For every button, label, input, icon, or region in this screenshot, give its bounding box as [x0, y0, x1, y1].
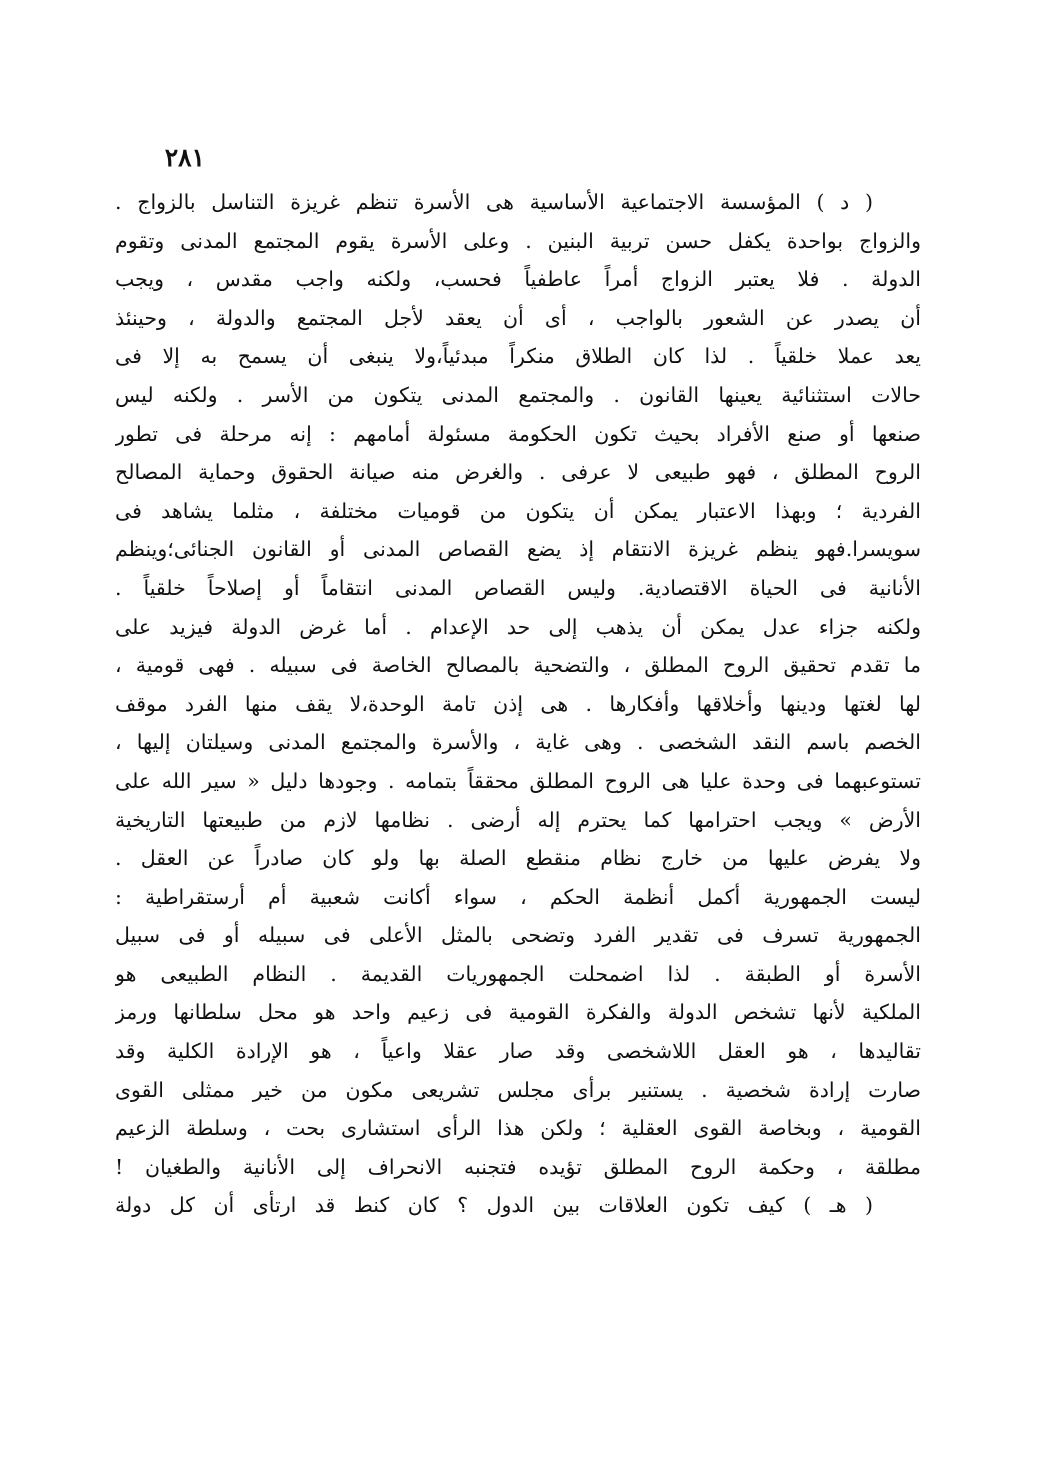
text-line: الدولة . فلا يعتبر الزواج أمراً عاطفياً فحسب، ولكنه واجب مقدس ، ويجب [115, 267, 921, 292]
text-line: الأسرة أو الطبقة . لذا اضمحلت الجمهوريات القديمة . النظام الطبيعى هو [115, 961, 921, 986]
text-line: ما تقدم تحقيق الروح المطلق ، والتضحية بالمصالح الخاصة فى سبيله . فهى قومية ، [115, 653, 921, 678]
text-line: الفردية ؛ وبهذا الاعتبار يمكن أن يتكون من قوميات مختلفة ، مثلما يشاهد فى [115, 498, 921, 523]
text-line: صارت إرادة شخصية . يستنير برأى مجلس تشريعى مكون من خير ممثلى القوى [115, 1077, 921, 1102]
text-line: يعد عملا خلقياً . لذا كان الطلاق منكراً مبدئياً،ولا ينبغى أن يسمح به إلا فى [115, 344, 921, 369]
text-line: الملكية لأنها تشخص الدولة والفكرة القومية فى زعيم واحد هو محل سلطانها ورمز [115, 1000, 921, 1025]
text-line: الأنانية فى الحياة الاقتصادية. وليس القصاص المدنى انتقاماً أو إصلاحاً خلقياً . [115, 575, 921, 600]
text-line: ولا يفرض عليها من خارج نظام منقطع الصلة بها ولو كان صادراً عن العقل . [115, 846, 921, 871]
text-line: الأرض » ويجب احترامها كما يحترم إله أرضى . نظامها لازم من طبيعتها التاريخية [115, 807, 921, 832]
text-line: والزواج بواحدة يكفل حسن تربية البنين . وعلى الأسرة يقوم المجتمع المدنى وتقوم [115, 228, 921, 253]
text-line: ( د ) المؤسسة الاجتماعية الأساسية هى الأسرة تنظم غريزة التناسل بالزواج . [115, 190, 873, 214]
text-line: ( هـ ) كيف تكون العلاقات بين الدول ؟ كان كنط قد ارتأى أن كل دولة [115, 1193, 873, 1218]
text-line: تستوعبهما فى وحدة عليا هى الروح المطلق محققاً بتمامه . وجودها دليل « سير الله على [115, 768, 921, 793]
text-line: حالات استثنائية يعينها القانون . والمجتمع المدنى يتكون من الأسر . ولكنه ليس [115, 382, 921, 407]
text-line: الروح المطلق ، فهو طبيعى لا عرفى . والغرض منه صيانة الحقوق وحماية المصالح [115, 460, 921, 485]
text-line: القومية ، وبخاصة القوى العقلية ؛ ولكن هذا الرأى استشارى بحت ، وسلطة الزعيم [115, 1116, 921, 1141]
text-line: الجمهورية تسرف فى تقدير الفرد وتضحى بالمثل الأعلى فى سبيله أو فى سبيل [115, 923, 921, 948]
text-line: سويسرا.فهو ينظم غريزة الانتقام إذ يضع القصاص المدنى أو القانون الجنائى؛وينظم [115, 537, 921, 562]
text-line: ليست الجمهورية أكمل أنظمة الحكم ، سواء أكانت شعبية أم أرستقراطية : [115, 884, 921, 909]
text-line: ولكنه جزاء عدل يمكن أن يذهب إلى حد الإعدام . أما غرض الدولة فيزيد على [115, 614, 921, 639]
page-number: ٢٨١ [164, 143, 205, 172]
text-line: مطلقة ، وحكمة الروح المطلق تؤيده فتجنبه الانحراف إلى الأنانية والطغيان ! [115, 1154, 921, 1179]
text-line: الخصم باسم النقد الشخصى . وهى غاية ، والأسرة والمجتمع المدنى وسيلتان إليها ، [115, 730, 921, 755]
text-line: لها لغتها ودينها وأخلاقها وأفكارها . هى إذن تامة الوحدة،لا يقف منها الفرد موقف [115, 691, 921, 716]
body-text [115, 183, 921, 1225]
text-line: صنعها أو صنع الأفراد بحيث تكون الحكومة مسئولة أمامهم : إنه مرحلة فى تطور [115, 421, 921, 446]
text-line: أن يصدر عن الشعور بالواجب ، أى أن يعقد لأجل المجتمع والدولة ، وحينئذ [115, 305, 921, 330]
text-line: تقاليدها ، هو العقل اللاشخصى وقد صار عقلا واعياً ، هو الإرادة الكلية وقد [115, 1039, 921, 1064]
